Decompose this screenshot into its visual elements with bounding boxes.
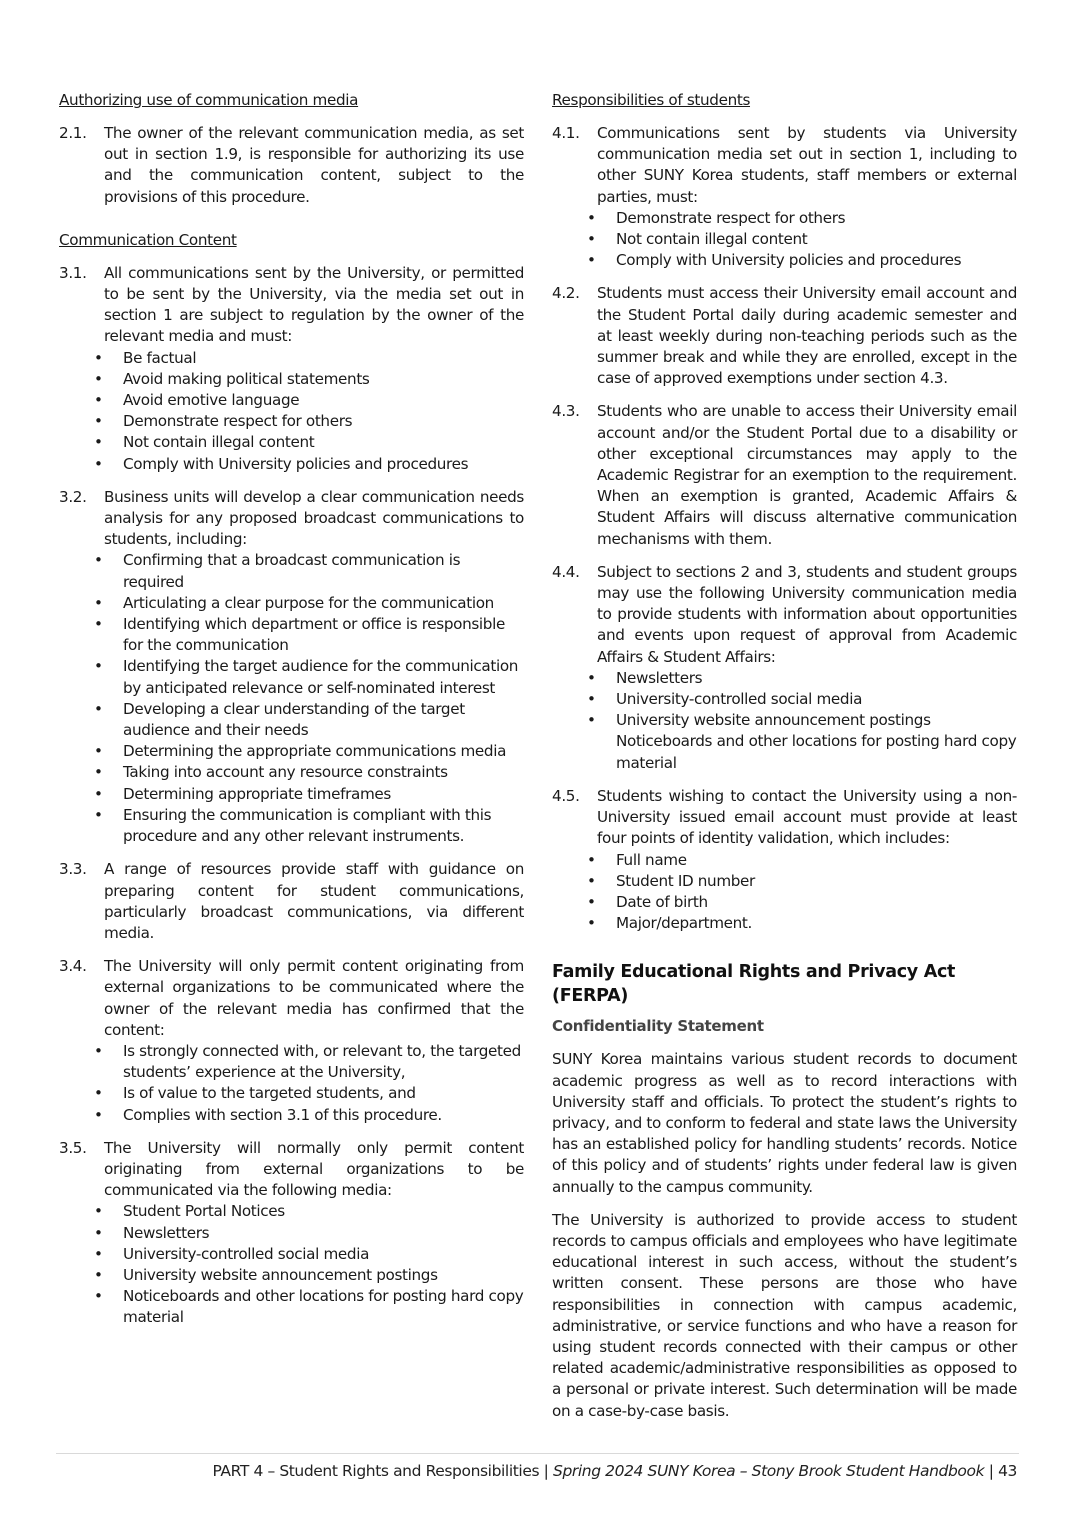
list-item: • Identifying the target audience for the communication by anticipated relevance or self-nominated interest xyxy=(94,657,519,697)
clause-text: All communications sent by the University, or permitted to be sent by the University, via the media set out in section 1 are subject to regulation by the owner of the relevant media and must: xyxy=(104,263,524,346)
footer-handbook-title: Spring 2024 SUNY Korea – Stony Brook Student Handbook xyxy=(553,1462,985,1480)
clause-text: The University will only permit content originating from external organizations to be communicated where the owner of the relevant media has confirmed that the content: xyxy=(104,957,524,1039)
clause-text: Subject to sections 2 and 3, students and student groups may use the following University communication media to provide students with information about opportunities and events upon request of approval from Academic Affairs & Student Affairs: xyxy=(597,562,1017,666)
clause-number: 4.4. xyxy=(552,562,580,581)
bullet-list xyxy=(587,208,1017,272)
section-heading-responsibilities: Responsibilities of students xyxy=(552,91,751,109)
confidentiality-subheading: Confidentiality Statement xyxy=(552,1017,764,1036)
list-item: • Ensuring the communication is compliant with this procedure and any other relevant instruments. xyxy=(94,805,492,846)
bullet-list xyxy=(94,550,524,847)
list-item: • Date of birth xyxy=(587,892,708,911)
list-item: • University website announcement postings Noticeboards and other locations for posting hard copy material xyxy=(587,711,1017,772)
ferpa-heading: Family Educational Rights and Privacy Act (FERPA) xyxy=(552,962,956,1007)
list-item: • Not contain illegal content xyxy=(587,230,808,249)
list-item: • Confirming that a broadcast communication is required xyxy=(94,551,461,591)
list-item: • Full name xyxy=(587,850,687,869)
list-item: • Is of value to the targeted students, and xyxy=(94,1084,416,1103)
list-item: • Student Portal Notices xyxy=(94,1202,285,1221)
list-item: • Demonstrate respect for others xyxy=(94,412,353,431)
list-item: • Complies with section 3.1 of this procedure. xyxy=(94,1105,442,1124)
clause-4-5 xyxy=(552,786,1017,934)
clause-3-1 xyxy=(59,263,524,475)
left-column xyxy=(59,90,524,1341)
ferpa-paragraph-2: The University is authorized to provide access to student records to campus officials and employees who have legitimate educational interest in such access, without the student’s written consent. These persons are those who have responsibilities in connection with campus academic, administrative, or service functions and who have a reason for using student records connected with their campus or other related academic/administrative responsibilities as opposed to a personal or private interest. Such determination will be made on a case-by-case basis. xyxy=(552,1210,1017,1420)
clause-number: 3.1. xyxy=(59,263,87,282)
section-heading-authorizing: Authorizing use of communication media xyxy=(59,91,359,109)
clause-4-4 xyxy=(552,562,1017,774)
list-item: • University-controlled social media xyxy=(94,1244,370,1263)
list-item-continuation: Noticeboards and other locations for posting hard copy material xyxy=(616,732,1017,772)
list-item: • Comply with University policies and procedures xyxy=(587,251,962,270)
section-heading-communication-content: Communication Content xyxy=(59,230,237,249)
right-column xyxy=(552,90,1017,1434)
bullet-list xyxy=(94,1041,524,1126)
clause-number: 3.3. xyxy=(59,860,87,879)
list-item: • Demonstrate respect for others xyxy=(587,208,846,227)
clause-2-1 xyxy=(59,123,524,208)
clause-text: Communications sent by students via University communication media set out in section 1, including to other SUNY Korea students, staff members or external parties, must: xyxy=(597,124,1017,206)
list-item: • Is strongly connected with, or relevant to, the targeted students’ experience at the University, xyxy=(94,1041,521,1082)
clause-3-4 xyxy=(59,956,524,1126)
list-item: • University website announcement postings xyxy=(94,1265,438,1284)
clause-4-3 xyxy=(552,401,1017,549)
list-item: • Student ID number xyxy=(587,871,755,890)
list-item: • Determining the appropriate communications media xyxy=(94,742,507,761)
list-item: • Avoid making political statements xyxy=(94,369,370,388)
bullet-list xyxy=(94,348,524,475)
list-item: • Newsletters xyxy=(587,668,703,687)
clause-text: Business units will develop a clear communication needs analysis for any proposed broadcast communications to students, including: xyxy=(104,487,524,549)
clause-number: 2.1. xyxy=(59,124,87,142)
list-item: • University-controlled social media xyxy=(587,690,863,709)
list-item: • Avoid emotive language xyxy=(94,391,300,410)
list-item: • Identifying which department or office is responsible for the communication xyxy=(94,615,505,655)
clause-number: 3.2. xyxy=(59,487,87,506)
list-item: • Determining appropriate timeframes xyxy=(94,784,391,803)
clause-text: The University will normally only permit content originating from external organizations to be communicated via the following media: xyxy=(104,1138,524,1200)
clause-4-2 xyxy=(552,283,1017,389)
bullet-list xyxy=(587,850,1017,935)
clause-number: 4.2. xyxy=(552,284,580,303)
clause-text: A range of resources provide staff with guidance on preparing content for student communications, particularly broadcast communications, via different media. xyxy=(104,860,524,942)
clause-number: 3.5. xyxy=(59,1138,87,1157)
list-item: • Noticeboards and other locations for posting hard copy material xyxy=(94,1287,524,1327)
clause-number: 4.5. xyxy=(552,786,580,805)
list-item: • Developing a clear understanding of the target audience and their needs xyxy=(94,699,465,740)
clause-4-1 xyxy=(552,123,1017,271)
clause-text: The owner of the relevant communication media, as set out in section 1.9, is responsible for authorizing its use and the communication content, subject to the provisions of this procedure. xyxy=(104,124,524,206)
clause-3-3 xyxy=(59,859,524,944)
bullet-list xyxy=(94,1201,524,1328)
clause-text: Students wishing to contact the University using a non-University issued email account must provide at least four points of identity validation, which includes: xyxy=(597,786,1017,848)
footer-part: PART 4 – Student Rights and Responsibilities xyxy=(212,1462,540,1480)
list-item: • Not contain illegal content xyxy=(94,433,315,452)
clause-number: 4.3. xyxy=(552,402,580,421)
list-item: • Taking into account any resource constraints xyxy=(94,763,448,782)
clause-text: Students must access their University email account and the Student Portal daily during academic semester and at least weekly during non-teaching periods such as the summer break and while they are enrolled, except in the case of approved exemptions under section 4.3. xyxy=(597,284,1017,388)
footer-divider xyxy=(56,1453,1019,1454)
clause-number: 3.4. xyxy=(59,957,87,976)
clause-3-2 xyxy=(59,487,524,847)
list-item: • Major/department. xyxy=(587,914,753,933)
list-item: • Be factual xyxy=(94,348,197,367)
list-item: • Articulating a clear purpose for the communication xyxy=(94,593,494,612)
list-item: • Newsletters xyxy=(94,1223,210,1242)
clause-number: 4.1. xyxy=(552,124,580,142)
ferpa-paragraph-1: SUNY Korea maintains various student records to document academic progress as well as to record interactions with University staff and officials. To protect the student’s rights to privacy, and to conform to federal and state laws the University has an established policy for handling students’ records. Notice of this policy and of students’ rights under federal law is given annually to the campus community. xyxy=(552,1050,1017,1196)
bullet-list xyxy=(587,668,1017,774)
clause-3-5 xyxy=(59,1138,524,1329)
page-number: 43 xyxy=(998,1462,1017,1480)
page-footer: PART 4 – Student Rights and Responsibilities | Spring 2024 SUNY Korea – Stony Brook Student Handbook | 43 xyxy=(212,1462,1017,1480)
list-item: • Comply with University policies and procedures xyxy=(94,454,469,473)
clause-text: Students who are unable to access their University email account and/or the Student Portal due to a disability or other exceptional circumstances may apply to the Academic Registrar for an exemption to the requirement. When an exemption is granted, Academic Affairs & Student Affairs will discuss alternative communication mechanisms with them. xyxy=(597,402,1017,548)
